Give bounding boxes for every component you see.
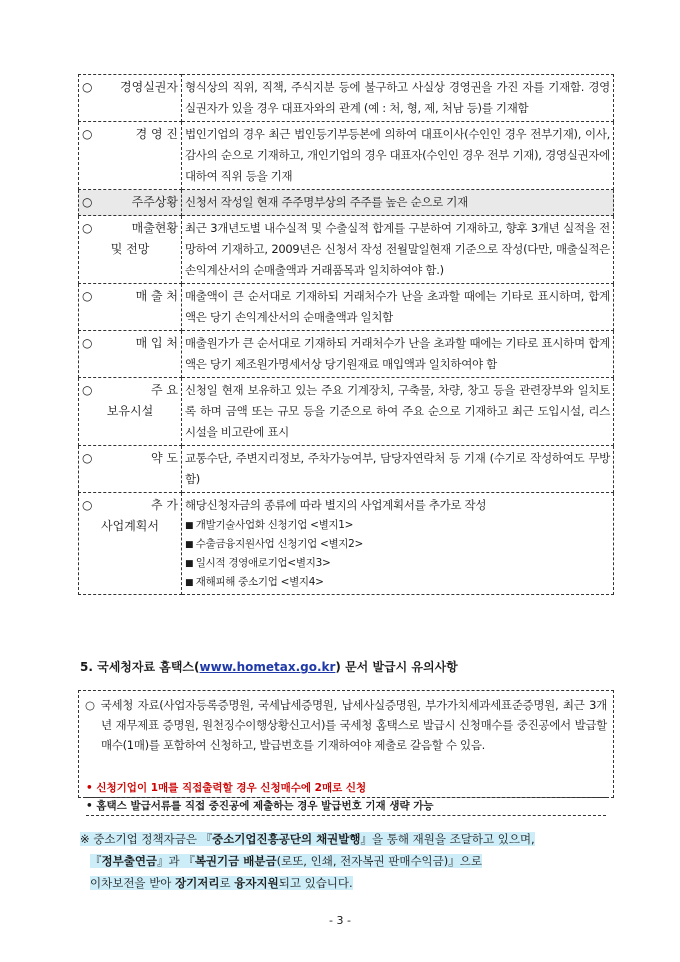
row-label (79, 190, 182, 216)
bullet-circle: ○ (82, 336, 93, 350)
section-5-body: ○ 국세청 자료(사업자등록증명원, 국세납세증명원, 납세사실증명원, 부가가치세과세표준증명원, 최근 3개년 재무제표 증명원, 원천징수이행상황신고서)를 국세청 홈택스로 발급시 신청매수를 중진공에서 발급할 매수(1매)를 포함하여 신청하고, 발급번호를 기재하여야 제출로 갈음할 수 있음. (85, 698, 607, 752)
guide-row (79, 122, 614, 190)
bullet-circle: ○ (82, 80, 93, 94)
row-label (79, 122, 182, 190)
row-label-sub: 보유시설 (106, 404, 154, 418)
section-title-pre: 국세청자료 홈택스( (97, 660, 200, 674)
note-2: • 홈택스 발급서류를 직접 중진공에 제출하는 경우 발급번호 기재 생략 가능 (86, 798, 606, 816)
row-label-top (82, 218, 178, 239)
row-description (182, 493, 614, 595)
notice-bold-3: 복권기금 배분금 (194, 854, 277, 868)
row-label (79, 216, 182, 284)
form-list (185, 516, 610, 592)
section-5-title (80, 658, 458, 675)
notice-text-2: 』을 통해 재원을 조달하고 있으며, (360, 832, 535, 846)
section-5-notes (86, 780, 606, 816)
row-label (79, 331, 182, 378)
bullet-circle: ○ (82, 221, 93, 235)
section-number: 5. (80, 660, 93, 674)
bullet-circle: ○ (82, 498, 93, 512)
row-label-text: 약 도 (151, 451, 178, 465)
notice-text-5: (로또, 인쇄, 전자복권 판매수익금)』으로 (276, 854, 482, 868)
row-label-text: 주주상황 (131, 195, 178, 209)
form-list-item: ■ 재해피해 중소기업 <별지4> (185, 573, 610, 592)
row-description-text: 법인기업의 경우 최근 법인등기부등본에 의하여 대표이사(수인인 경우 전부기재), 이사, 감사의 순으로 기재하고, 개인기업의 경우 대표자(수인인 경우 전부 기재), 경영실권자에 대하여 직위 등을 기재 (185, 127, 610, 183)
policy-notice (80, 828, 620, 894)
row-description-text: 신청일 현재 보유하고 있는 주요 기계장치, 구축물, 차량, 창고 등을 관련장부와 일치토록 하며 금액 또는 규모 등을 기준으로 하여 주요 순으로 기재하고 최근 도입시설, 리스시설을 비고란에 표시 (185, 383, 610, 439)
row-label-top (82, 495, 178, 516)
notice-bold-2: 정부출연금 (101, 854, 158, 868)
row-description-text: 최근 3개년도별 내수실적 및 수출실적 합계를 구분하여 기재하고, 향후 3개년 실적을 전망하여 기재하고, 2009년은 신청서 작성 전월말일현재 기준으로 작성(다만, 매출실적은 손익계산서의 순매출액과 거래품목과 일치하여야 함.) (185, 221, 610, 277)
section-title-post: ) 문서 발급시 유의사항 (335, 660, 458, 674)
bullet-circle: ○ (82, 195, 93, 209)
row-label-text: 매출현황 (131, 221, 178, 235)
bullet-circle: ○ (82, 383, 93, 397)
row-label (79, 378, 182, 446)
row-label (79, 284, 182, 331)
note-1: • 신청기업이 1매를 직접출력할 경우 신청매수에 2매로 신청 (86, 780, 606, 798)
bullet-circle: ○ (82, 127, 93, 141)
bullet-circle: ○ (82, 289, 93, 303)
form-list-item: ■ 일시적 경영애로기업<별지3> (185, 554, 610, 573)
guide-row (79, 284, 614, 331)
notice-mark: ※ (80, 832, 90, 846)
row-label-text: 매 입 처 (135, 336, 178, 350)
row-label-top (82, 380, 178, 401)
row-description-text: 신청서 작성일 현재 주주명부상의 주주를 높은 순으로 기재 (185, 195, 468, 209)
row-label (79, 493, 182, 595)
page-number: - 3 - (329, 914, 351, 927)
row-description (182, 216, 614, 284)
notice-text-7: 로 (219, 876, 235, 890)
bullet-circle: ○ (82, 451, 93, 465)
row-label-top (82, 448, 178, 469)
row-label (79, 446, 182, 493)
row-label-text: 경영실권자 (120, 80, 178, 94)
notice-bold-5: 융자지원 (234, 876, 279, 890)
hometax-link[interactable]: www.hometax.go.kr (199, 660, 336, 674)
notice-bold-4: 장기저리 (175, 876, 220, 890)
row-description-text: 교통수단, 주변지리정보, 주차가능여부, 담당자연락처 등 기재 (수기로 작성하여도 무방함) (185, 451, 610, 486)
row-description-text: 해당신청자금의 종류에 따라 별지의 사업계획서를 추가로 작성 (185, 498, 487, 512)
notice-text-6: 이차보전을 받아 (90, 876, 176, 890)
row-description-text: 매출액이 큰 순서대로 기재하되 거래처수가 난을 초과할 때에는 기타로 표시하며, 합계액은 당기 손익계산서의 순매출액과 일치함 (185, 289, 610, 324)
guide-row (79, 216, 614, 284)
form-list-item: ■ 수출금융지원사업 신청기업 <별지2> (185, 535, 610, 554)
row-label-top (82, 192, 178, 213)
row-description (182, 284, 614, 331)
notice-text-4: 』과 『 (157, 854, 195, 868)
row-label-text: 경 영 진 (135, 127, 178, 141)
guide-row (79, 378, 614, 446)
notice-text-8: 되고 있습니다. (278, 876, 353, 890)
row-description (182, 75, 614, 122)
row-description (182, 378, 614, 446)
row-label (79, 75, 182, 122)
notice-text-3: 『 (90, 854, 102, 868)
row-label-sub: 및 전망 (110, 242, 150, 256)
guide-row (79, 75, 614, 122)
form-list-item: ■ 개발기술사업화 신청기업 <별지1> (185, 516, 610, 535)
row-label-top (82, 286, 178, 307)
row-description (182, 446, 614, 493)
row-label-text: 추 가 (151, 498, 178, 512)
row-label-top (82, 77, 178, 98)
guide-row (79, 493, 614, 595)
row-description-text: 매출원가가 큰 순서대로 기재하되 거래처수가 난을 초과할 때에는 기타로 표시하며 합계액은 당기 제조원가명세서상 당기원재료 매입액과 일치하여야 함 (185, 336, 610, 371)
notice-bold-1: 중소기업진흥공단의 채권발행 (212, 832, 361, 846)
row-label-sub: 사업계획서 (101, 519, 159, 533)
row-label-top (82, 124, 178, 145)
row-label-text: 주 요 (151, 383, 178, 397)
guide-row (79, 190, 614, 216)
row-label-text: 매 출 처 (135, 289, 178, 303)
guide-row (79, 446, 614, 493)
guide-row (79, 331, 614, 378)
row-label-top (82, 333, 178, 354)
notice-text-1: 중소기업 정책자금은 『 (89, 832, 213, 846)
row-description-text: 형식상의 직위, 직책, 주식지분 등에 불구하고 사실상 경영권을 가진 자를 기재함. 경영실권자가 있을 경우 대표자와의 관계 (예 : 처, 형, 제, 처남 등)를 기재함 (185, 80, 610, 115)
field-guide-table (78, 74, 614, 595)
row-description (182, 190, 614, 216)
row-description (182, 122, 614, 190)
row-description (182, 331, 614, 378)
